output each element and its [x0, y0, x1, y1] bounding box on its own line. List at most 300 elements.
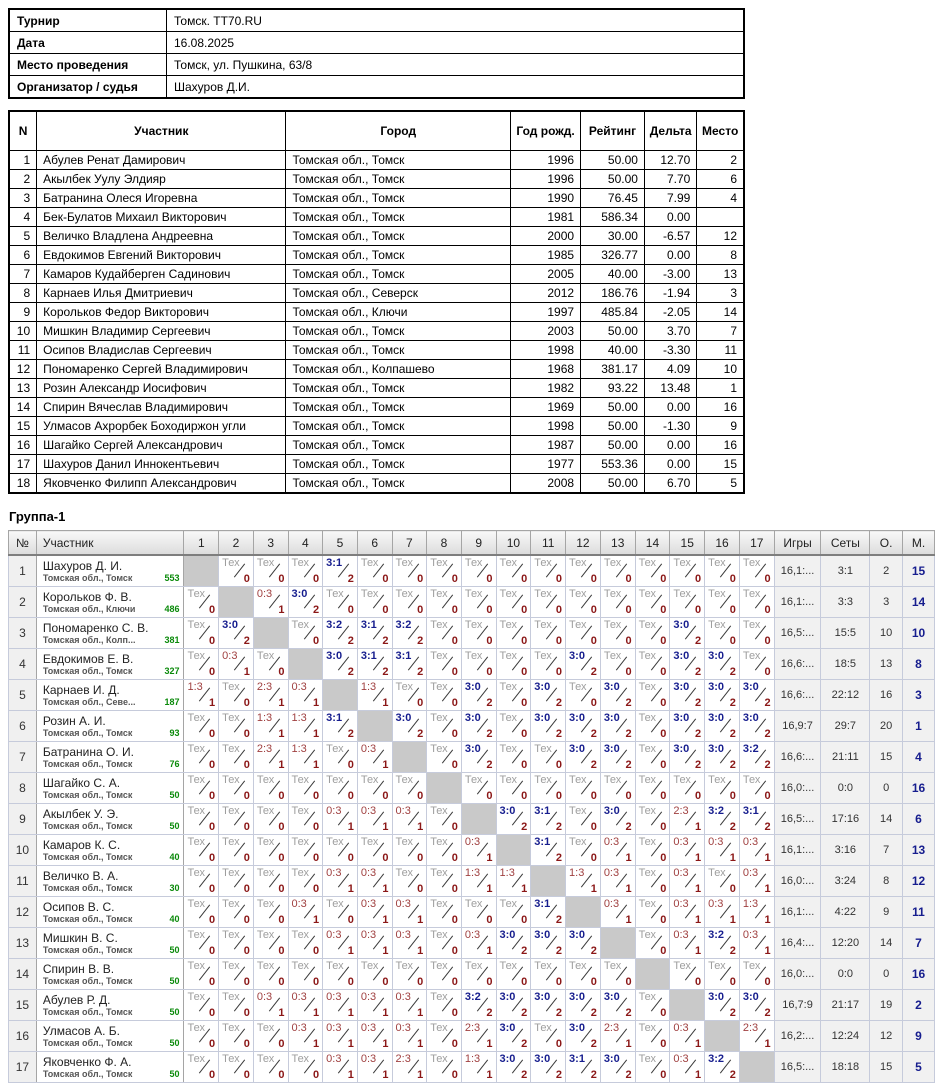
participant-delta: 7.99 [644, 189, 696, 208]
group-games: 16,6:... [774, 680, 821, 711]
match-cell [219, 773, 254, 804]
match-points: 0 [209, 852, 216, 864]
match-points: 0 [451, 821, 458, 833]
group-player-subline [43, 666, 180, 677]
match-points: 0 [521, 573, 528, 585]
participant-birth-year: 1985 [511, 246, 581, 265]
tech-label: Тех [499, 588, 518, 600]
group-player-subline [43, 821, 180, 832]
match-score: 0:3 [360, 898, 377, 910]
participant-row [9, 227, 744, 246]
match-cell [600, 866, 635, 897]
match-cell [427, 990, 462, 1021]
match-cell [357, 990, 392, 1021]
match-cell [739, 804, 774, 835]
match-score: 3:2 [708, 1053, 725, 1065]
match-cell [461, 680, 496, 711]
group-player-rating: 50 [169, 820, 180, 831]
participant-city: Томская обл., Томск [286, 322, 511, 341]
match-cell [184, 618, 219, 649]
match-score: 3:0 [742, 681, 759, 693]
match-points: 1 [486, 852, 493, 864]
group-points: 2 [870, 555, 903, 587]
match-cell [739, 835, 774, 866]
match-points: 0 [729, 604, 736, 616]
match-points: 0 [278, 1069, 285, 1081]
match-score: 1:3 [360, 681, 377, 693]
group-player-region: Томская обл., Томск [42, 975, 133, 986]
tech-label: Тех [222, 712, 240, 724]
tech-label: Тех [326, 960, 344, 972]
participant-birth-year: 1996 [511, 151, 581, 170]
match-points: 0 [729, 635, 736, 647]
match-cell [496, 928, 531, 959]
match-cell [600, 555, 635, 587]
match-points: 1 [278, 604, 285, 616]
group-row-num: 10 [9, 835, 37, 866]
match-points: 0 [417, 604, 424, 616]
tech-label: Тех [326, 898, 344, 910]
group-place: 9 [903, 1021, 935, 1052]
match-points: 0 [729, 883, 736, 895]
group-header-opponent: 3 [253, 531, 288, 556]
match-score: 3:1 [395, 650, 412, 662]
match-cell [600, 711, 635, 742]
participant-birth-year: 1981 [511, 208, 581, 227]
match-points: 0 [555, 790, 563, 802]
group-player-region: Томская обл., Севе... [42, 696, 136, 707]
match-cell [670, 804, 705, 835]
match-points: 2 [729, 728, 736, 740]
match-score: 0:3 [603, 867, 620, 879]
group-place: 15 [903, 555, 935, 587]
match-cell [739, 959, 774, 990]
participant-city: Томская обл., Томск [286, 341, 511, 360]
match-cell [531, 959, 566, 990]
match-points: 1 [347, 1007, 354, 1019]
participant-index: 2 [9, 170, 37, 189]
match-cell-self [705, 1021, 740, 1052]
match-cell [739, 1021, 774, 1052]
group-player-rating: 50 [169, 1037, 180, 1048]
match-cell [566, 1021, 601, 1052]
match-cell [323, 587, 358, 618]
match-cell [739, 928, 774, 959]
match-points: 0 [555, 759, 563, 771]
tech-label: Тех [430, 650, 448, 662]
match-points: 0 [451, 852, 458, 864]
participant-name: Акылбек Уулу Элдияр [37, 170, 286, 189]
match-points: 2 [625, 728, 632, 740]
participant-row [9, 341, 744, 360]
group-player-region: Томская обл., Томск [42, 789, 133, 800]
match-points: 0 [764, 604, 771, 616]
match-points: 0 [486, 976, 493, 988]
group-player-region: Томская обл., Томск [42, 665, 133, 676]
group-table-head [9, 531, 935, 556]
match-cell [600, 649, 635, 680]
participant-name: Карнаев Илья Дмитриевич [37, 284, 286, 303]
participant-name: Розин Александр Иосифович [37, 379, 286, 398]
match-cell [253, 587, 288, 618]
match-score: 3:0 [673, 619, 690, 631]
match-points: 1 [417, 914, 424, 926]
match-score: 3:2 [326, 619, 343, 631]
participant-place: 16 [697, 436, 744, 455]
group-sets: 12:24 [821, 1021, 870, 1052]
match-cell [705, 742, 740, 773]
match-cell [600, 742, 635, 773]
match-score: 0:3 [603, 836, 620, 848]
group-sets: 0:0 [821, 773, 870, 804]
group-row [9, 959, 935, 990]
match-points: 0 [764, 635, 771, 647]
match-cell [496, 959, 531, 990]
group-player-rating: 93 [169, 727, 180, 738]
match-points: 0 [451, 573, 458, 585]
match-cell [427, 618, 462, 649]
info-value: Томск, ул. Пушкина, 63/8 [167, 54, 745, 76]
tech-label: Тех [430, 898, 448, 910]
match-points: 2 [417, 728, 424, 740]
tech-label: Тех [638, 991, 657, 1003]
match-cell [253, 990, 288, 1021]
participant-rating: 50.00 [581, 474, 645, 494]
match-cell [566, 773, 601, 804]
group-points: 0 [870, 773, 903, 804]
match-cell [427, 587, 462, 618]
match-cell-self [392, 742, 427, 773]
match-score: 0:3 [360, 991, 377, 1003]
match-score: 3:0 [603, 743, 620, 755]
participant-row [9, 379, 744, 398]
group-header-opponent: 17 [739, 531, 774, 556]
match-cell [184, 711, 219, 742]
match-score: 3:0 [534, 991, 551, 1003]
match-points: 0 [209, 945, 216, 957]
match-cell [357, 928, 392, 959]
group-player-region: Томская обл., Томск [42, 913, 133, 924]
match-points: 0 [243, 821, 250, 833]
tech-label: Тех [742, 619, 761, 631]
match-cell [392, 555, 427, 587]
match-points: 0 [209, 821, 216, 833]
match-score: 3:0 [499, 805, 516, 817]
match-points: 1 [313, 759, 320, 771]
group-games: 16,1:... [774, 555, 821, 587]
match-points: 1 [313, 1038, 320, 1050]
match-points: 0 [209, 883, 216, 895]
match-cell [739, 587, 774, 618]
participant-place: 14 [697, 303, 744, 322]
participant-city: Томская обл., Томск [286, 246, 511, 265]
match-points: 0 [313, 1069, 320, 1081]
tech-label: Тех [708, 557, 726, 569]
group-player-region: Томская обл., Томск [42, 572, 133, 583]
match-cell [635, 897, 670, 928]
tech-label: Тех [638, 712, 657, 724]
participant-city: Томская обл., Томск [286, 398, 511, 417]
match-points: 0 [417, 883, 424, 895]
match-score: 3:0 [603, 712, 620, 724]
group-row [9, 618, 935, 649]
match-cell [566, 1052, 601, 1083]
group-player-cell [36, 897, 184, 928]
match-score: 0:3 [291, 991, 307, 1003]
match-cell [739, 680, 774, 711]
participant-row [9, 398, 744, 417]
match-points: 0 [521, 666, 528, 678]
group-player-subline [43, 790, 180, 801]
match-points: 0 [382, 852, 389, 864]
match-points: 1 [521, 883, 528, 895]
tech-label: Тех [569, 960, 587, 972]
tech-label: Тех [360, 588, 379, 600]
match-cell [427, 897, 462, 928]
group-player-cell [36, 742, 184, 773]
match-points: 0 [625, 976, 632, 988]
participant-place: 16 [697, 398, 744, 417]
group-row-num: 3 [9, 618, 37, 649]
match-points: 0 [417, 790, 424, 802]
tech-label: Тех [464, 588, 483, 600]
group-row-num: 11 [9, 866, 37, 897]
group-place: 4 [903, 742, 935, 773]
match-points: 0 [590, 790, 597, 802]
tech-label: Тех [360, 557, 379, 569]
participant-row [9, 246, 744, 265]
tech-label: Тех [673, 960, 691, 972]
group-player-name: Шахуров Д. И. [42, 558, 123, 573]
participant-city: Томская обл., Томск [286, 170, 511, 189]
group-points: 0 [870, 959, 903, 990]
group-row [9, 587, 935, 618]
match-cell [705, 711, 740, 742]
match-cell [323, 555, 358, 587]
match-points: 1 [313, 1007, 320, 1019]
group-player-name: Величко В. А. [42, 868, 119, 883]
match-points: 0 [486, 666, 493, 678]
group-row-num: 7 [9, 742, 37, 773]
match-cell [357, 773, 392, 804]
match-cell [357, 680, 392, 711]
match-cell [635, 866, 670, 897]
match-cell [566, 928, 601, 959]
match-score: 0:3 [326, 867, 342, 879]
participant-city: Томская обл., Ключи [286, 303, 511, 322]
tech-label: Тех [499, 619, 518, 631]
group-sets: 21:11 [821, 742, 870, 773]
participants-column-header: N [9, 111, 37, 151]
match-points: 0 [243, 1007, 250, 1019]
participant-index: 7 [9, 265, 37, 284]
match-score: 3:0 [464, 743, 481, 755]
match-cell [357, 649, 392, 680]
participant-row [9, 474, 744, 494]
match-score: 2:3 [256, 681, 273, 693]
match-cell [392, 587, 427, 618]
tech-label: Тех [673, 557, 691, 569]
group-games: 16,5:... [774, 618, 821, 649]
tech-label: Тех [499, 960, 518, 972]
match-score: 3:1 [534, 805, 551, 817]
participant-delta: -3.30 [644, 341, 696, 360]
group-row [9, 555, 935, 587]
match-cell [670, 959, 705, 990]
match-points: 0 [555, 573, 563, 585]
tech-label: Тех [256, 1053, 275, 1065]
match-points: 1 [243, 666, 250, 678]
tech-label: Тех [291, 805, 309, 817]
match-score: 3:0 [499, 1022, 516, 1034]
participant-row [9, 284, 744, 303]
participant-place: 5 [697, 474, 744, 494]
match-points: 0 [451, 728, 458, 740]
tech-label: Тех [430, 805, 448, 817]
match-score: 0:3 [360, 867, 377, 879]
group-player-name: Яковченко Ф. А. [42, 1054, 132, 1069]
match-points: 0 [209, 1038, 216, 1050]
match-points: 0 [764, 976, 771, 988]
match-score: 3:0 [742, 712, 759, 724]
group-player-name: Карнаев И. Д. [42, 682, 120, 697]
match-cell [531, 897, 566, 928]
tech-label: Тех [256, 898, 275, 910]
match-points: 1 [347, 883, 354, 895]
group-row [9, 928, 935, 959]
participant-delta: 12.70 [644, 151, 696, 170]
match-score: 3:0 [499, 1053, 516, 1065]
match-cell [288, 773, 323, 804]
match-cell [427, 835, 462, 866]
tech-label: Тех [187, 588, 205, 600]
group-row-num: 5 [9, 680, 37, 711]
tech-label: Тех [708, 867, 726, 879]
participant-birth-year: 1997 [511, 303, 581, 322]
match-cell [357, 742, 392, 773]
match-score: 0:3 [673, 929, 689, 941]
match-cell-self [600, 928, 635, 959]
group-header-num: № [9, 531, 37, 556]
match-points: 1 [764, 945, 771, 957]
tech-label: Тех [395, 681, 413, 693]
match-points: 1 [764, 883, 771, 895]
match-cell [357, 618, 392, 649]
tech-label: Тех [187, 774, 205, 786]
match-points: 0 [313, 852, 320, 864]
match-cell [670, 680, 705, 711]
match-cell [392, 1052, 427, 1083]
match-cell [461, 959, 496, 990]
match-cell [670, 866, 705, 897]
participant-rating: 30.00 [581, 227, 645, 246]
match-score: 3:1 [534, 898, 551, 910]
participant-birth-year: 2000 [511, 227, 581, 246]
group-row [9, 773, 935, 804]
tech-label: Тех [430, 991, 448, 1003]
match-cell [600, 959, 635, 990]
match-points: 2 [521, 1038, 528, 1050]
tech-label: Тех [464, 960, 483, 972]
match-points: 0 [660, 945, 667, 957]
group-header-opponent: 16 [705, 531, 740, 556]
info-value: 16.08.2025 [167, 32, 745, 54]
participant-birth-year: 1990 [511, 189, 581, 208]
participant-index: 1 [9, 151, 37, 170]
participant-row [9, 265, 744, 284]
tech-label: Тех [569, 619, 587, 631]
match-points: 2 [625, 1007, 632, 1019]
match-points: 0 [382, 790, 389, 802]
group-points: 20 [870, 711, 903, 742]
match-points: 0 [555, 666, 563, 678]
match-cell [705, 618, 740, 649]
match-cell [392, 1021, 427, 1052]
group-player-subline [43, 728, 180, 739]
match-points: 2 [729, 1007, 736, 1019]
match-points: 2 [729, 945, 736, 957]
match-points: 0 [660, 1038, 667, 1050]
participant-birth-year: 1987 [511, 436, 581, 455]
group-title: Группа-1 [9, 509, 66, 524]
match-score: 0:3 [326, 929, 342, 941]
match-cell-self [670, 990, 705, 1021]
group-header-opponent: 14 [635, 531, 670, 556]
group-player-rating: 50 [169, 944, 180, 955]
match-points: 0 [278, 883, 285, 895]
match-score: 3:0 [395, 712, 412, 724]
tech-label: Тех [360, 774, 379, 786]
participant-delta: 0.00 [644, 436, 696, 455]
match-points: 0 [451, 945, 458, 957]
group-points: 15 [870, 1052, 903, 1083]
match-cell [357, 1021, 392, 1052]
group-sets: 0:0 [821, 959, 870, 990]
group-sets: 18:5 [821, 649, 870, 680]
match-score: 0:3 [742, 836, 759, 848]
tech-label: Тех [499, 650, 518, 662]
participant-place: 9 [697, 417, 744, 436]
match-cell [427, 711, 462, 742]
match-points: 1 [417, 1007, 424, 1019]
participant-name: Улмасов Ахрорбек Боходиржон угли [37, 417, 286, 436]
match-cell [461, 555, 496, 587]
group-player-region: Томская обл., Томск [42, 727, 133, 738]
group-header-opponent: 8 [427, 531, 462, 556]
match-score: 3:1 [326, 712, 343, 724]
tech-label: Тех [187, 805, 205, 817]
match-cell [323, 1021, 358, 1052]
match-points: 2 [521, 945, 528, 957]
tech-label: Тех [256, 557, 275, 569]
match-score: 3:0 [673, 650, 690, 662]
match-points: 0 [451, 697, 458, 709]
tech-label: Тех [222, 836, 240, 848]
participant-place: 2 [697, 151, 744, 170]
match-score: 1:3 [291, 712, 307, 724]
group-row [9, 897, 935, 928]
match-score: 0:3 [673, 1022, 689, 1034]
match-cell [323, 649, 358, 680]
group-row-num: 2 [9, 587, 37, 618]
group-header-opponent: 2 [219, 531, 254, 556]
match-cell [219, 866, 254, 897]
group-place: 14 [903, 587, 935, 618]
match-points: 0 [521, 728, 528, 740]
match-points: 0 [243, 945, 250, 957]
tech-label: Тех [430, 960, 448, 972]
match-cell [219, 711, 254, 742]
